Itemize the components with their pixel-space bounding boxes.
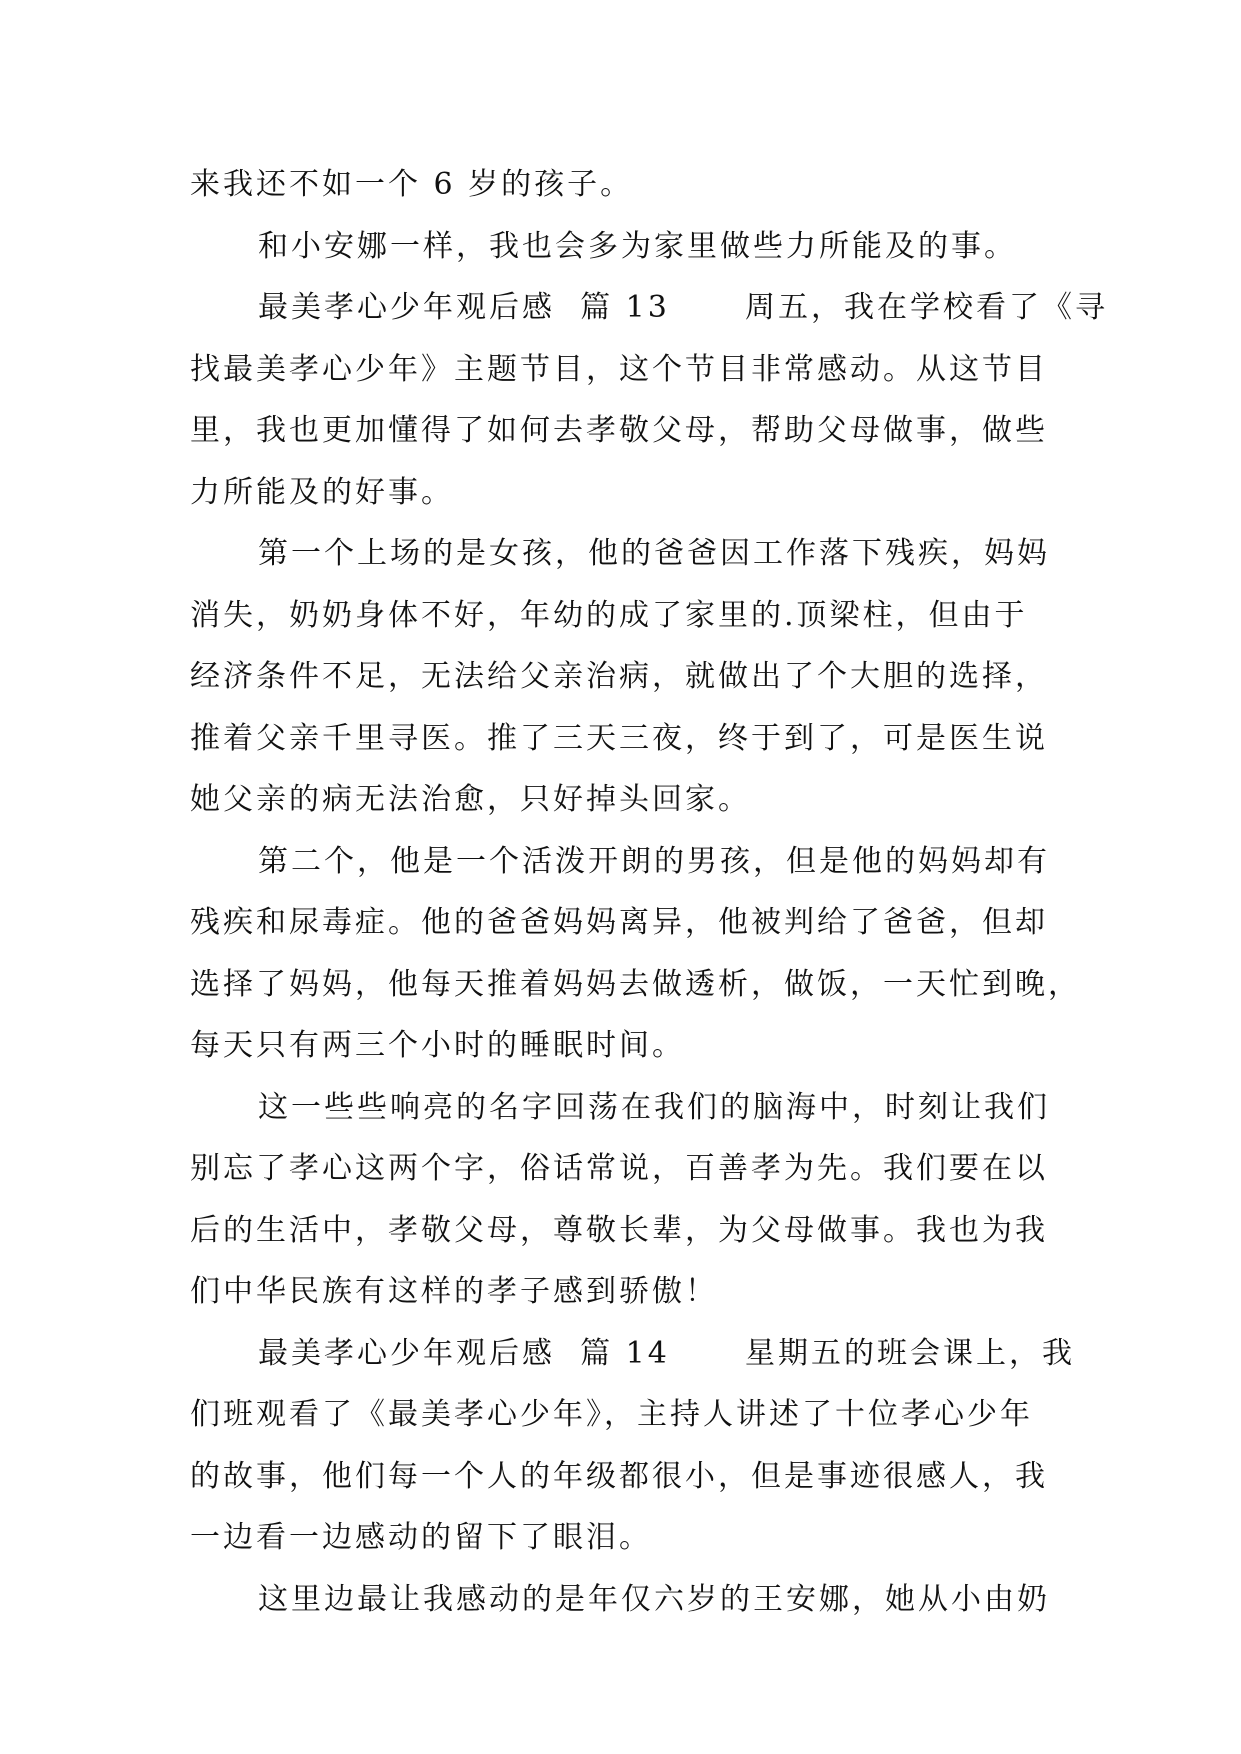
text-line: 们班观看了《最美孝心少年》，主持人讲述了十位孝心少年 (190, 1397, 1033, 1432)
paragraph-first-line: 这一些些响亮的名字回荡在我们的脑海中，时刻让我们 (258, 1089, 1050, 1125)
text-line: 的故事，他们每一个人的年级都很小，但是事迹很感人，我 (190, 1458, 1048, 1494)
text-line: 每天只有两三个小时的睡眠时间。 (190, 1028, 685, 1063)
section-heading-line: 最美孝心少年观后感 篇 14 星期五的班会课上，我 (258, 1335, 1075, 1371)
text-line: 一边看一边感动的留下了眼泪。 (190, 1520, 652, 1555)
text-line: 里，我也更加懂得了如何去孝敬父母，帮助父母做事，做些 (190, 413, 1048, 448)
text-line: 找最美孝心少年》主题节目，这个节目非常感动。从这节目 (190, 351, 1048, 387)
text-line: 她父亲的病无法治愈，只好掉头回家。 (190, 782, 751, 817)
document-body (190, 154, 1108, 1630)
text-line: 经济条件不足，无法给父亲治病，就做出了个大胆的选择， (190, 659, 1048, 694)
paragraph-first-line: 这里边最让我感动的是年仅六岁的王安娜，她从小由奶 (258, 1581, 1050, 1617)
text-line: 后的生活中，孝敬父母，尊敬长辈，为父母做事。我也为我 (190, 1212, 1048, 1248)
text-line: 选择了妈妈，他每天推着妈妈去做透析，做饭，一天忙到晚， (190, 966, 1081, 1002)
text-line: 推着父亲千里寻医。推了三天三夜，终于到了，可是医生说 (190, 720, 1048, 756)
text-line: 残疾和尿毒症。他的爸爸妈妈离异，他被判给了爸爸，但却 (190, 905, 1048, 940)
section-heading-line: 最美孝心少年观后感 篇 13 周五，我在学校看了《寻 (258, 290, 1108, 325)
text-line: 来我还不如一个 6 岁的孩子。 (190, 167, 634, 202)
paragraph-first-line: 和小安娜一样，我也会多为家里做些力所能及的事。 (258, 228, 1017, 264)
text-line: 别忘了孝心这两个字，俗话常说，百善孝为先。我们要在以 (190, 1151, 1048, 1186)
text-line: 们中华民族有这样的孝子感到骄傲！ (190, 1274, 718, 1309)
paragraph-first-line: 第一个上场的是女孩，他的爸爸因工作落下残疾，妈妈 (258, 536, 1050, 571)
paragraph-first-line: 第二个，他是一个活泼开朗的男孩，但是他的妈妈却有 (258, 843, 1050, 879)
text-line: 力所能及的好事。 (190, 474, 454, 510)
text-line: 消失，奶奶身体不好，年幼的成了家里的.顶梁柱，但由于 (190, 597, 1028, 633)
